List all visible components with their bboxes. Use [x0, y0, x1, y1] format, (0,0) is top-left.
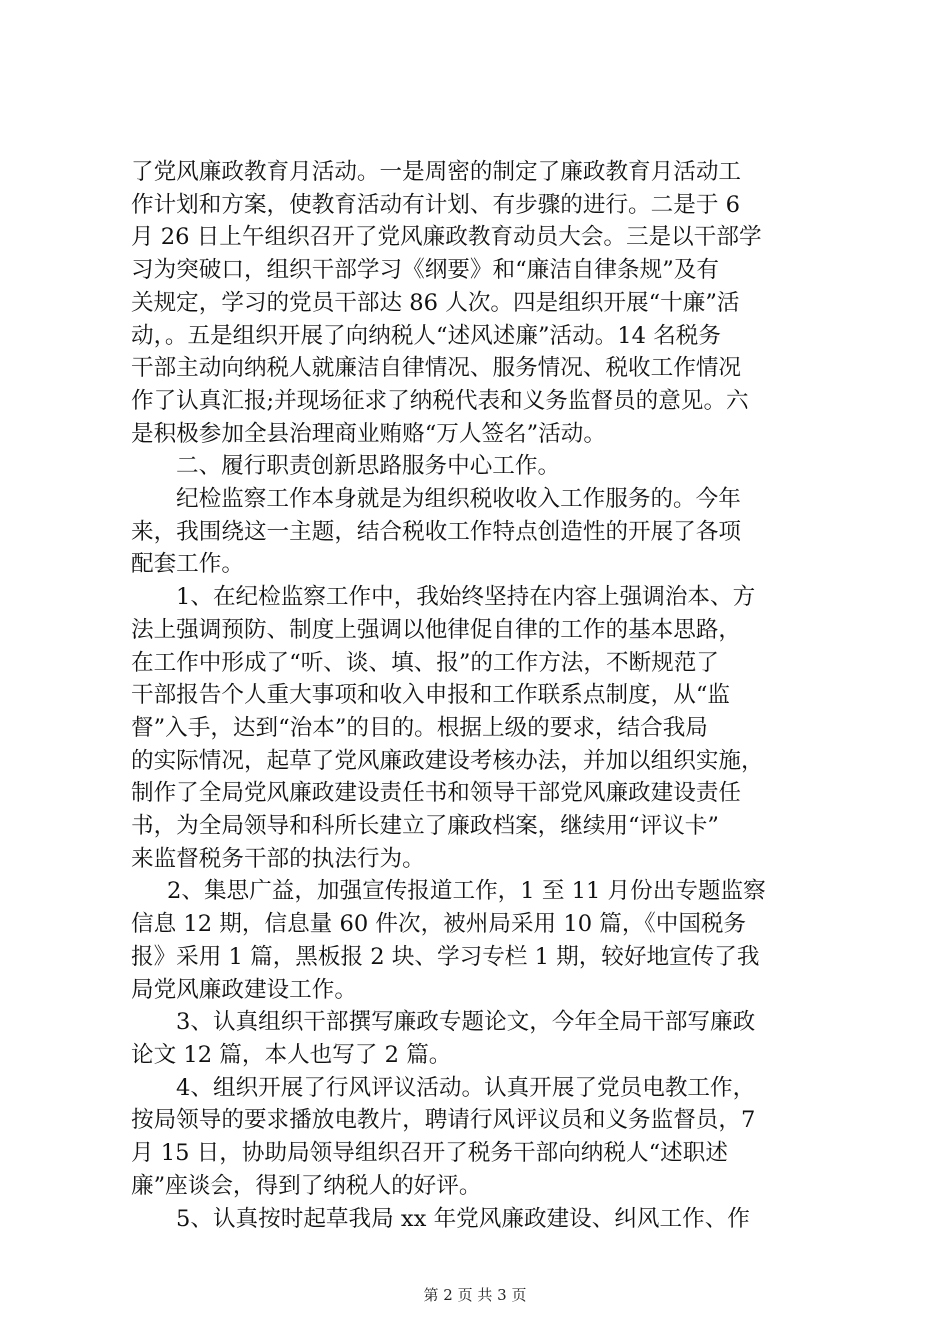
- paragraph-line: 月 15 日，协助局领导组织召开了税务干部向纳税人“述职述: [131, 1140, 728, 1167]
- paragraph-line: 法上强调预防、制度上强调以他律促自律的工作的基本思路，: [131, 616, 742, 643]
- paragraph-line: 4、组织开展了行风评议活动。认真开展了党员电教工作，: [176, 1074, 756, 1101]
- paragraph-line: 局党风廉政建设工作。: [131, 976, 357, 1003]
- paragraph-line: 来，我围绕这一主题，结合税收工作特点创造性的开展了各项: [131, 518, 742, 545]
- paragraph-line: 动，。五是组织开展了向纳税人“述风述廉”活动。14 名税务: [131, 322, 721, 349]
- paragraph-line: 信息 12 期，信息量 60 件次，被州局采用 10 篇，《中国税务: [131, 911, 747, 938]
- paragraph-line: 的实际情况，起草了党风廉政建设考核办法，并加以组织实施，: [131, 747, 764, 774]
- paragraph-line: 在工作中形成了“听、谈、填、报”的工作方法，不断规范了: [131, 649, 719, 676]
- paragraph-line: 论文 12 篇，本人也写了 2 篇。: [131, 1041, 452, 1068]
- paragraph-line: 是积极参加全县治理商业贿赂“万人签名”活动。: [131, 420, 606, 447]
- paragraph-line: 配套工作。: [131, 551, 244, 578]
- paragraph-line: 书，为全局领导和科所长建立了廉政档案，继续用“评议卡”: [131, 813, 719, 840]
- paragraph-line: 督”入手，达到“治本”的目的。根据上级的要求，结合我局: [131, 714, 708, 741]
- paragraph-line: 2、集思广益，加强宣传报道工作，1 至 11 月份出专题监察: [167, 878, 766, 905]
- paragraph-line: 来监督税务干部的执法行为。: [131, 845, 425, 872]
- paragraph-line: 习为突破口，组织干部学习《纲要》和“廉洁自律条规”及有: [131, 257, 719, 284]
- paragraph-line: 干部报告个人重大事项和收入申报和工作联系点制度，从“监: [131, 682, 730, 709]
- paragraph-line: 3、认真组织干部撰写廉政专题论文，今年全局干部写廉政: [176, 1009, 756, 1036]
- paragraph-line: 干部主动向纳税人就廉洁自律情况、服务情况、税收工作情况: [131, 355, 742, 382]
- paragraph-line: 作计划和方案，使教育活动有计划、有步骤的进行。二是于 6: [131, 191, 740, 218]
- paragraph-line: 报》采用 1 篇，黑板报 2 块、学习专栏 1 期，较好地宣传了我: [131, 943, 760, 970]
- paragraph-line: 按局领导的要求播放电教片，聘请行风评议员和义务监督员，7: [131, 1107, 756, 1134]
- paragraph-line: 1、在纪检监察工作中，我始终坚持在内容上强调治本、方: [176, 584, 756, 611]
- paragraph-line: 制作了全局党风廉政建设责任书和领导干部党风廉政建设责任: [131, 780, 742, 807]
- paragraph-line: 作了认真汇报;并现场征求了纳税代表和义务监督员的意见。六: [131, 387, 749, 414]
- paragraph-line: 纪检监察工作本身就是为组织税收收入工作服务的。今年: [176, 486, 741, 513]
- paragraph-line: 廉”座谈会，得到了纳税人的好评。: [131, 1172, 482, 1199]
- page-number-label: 第 2 页 共 3 页: [423, 1286, 527, 1304]
- section-heading: 二、履行职责创新思路服务中心工作。: [176, 453, 561, 480]
- paragraph-line: 月 26 日上午组织召开了党风廉政教育动员大会。三是以干部学: [131, 224, 762, 251]
- paragraph-line: 5、认真按时起草我局 xx 年党风廉政建设、纠风工作、作: [176, 1205, 750, 1232]
- paragraph-line: 关规定，学习的党员干部达 86 人次。四是组织开展“十廉”活: [131, 289, 740, 316]
- paragraph-line: 了党风廉政教育月活动。一是周密的制定了廉政教育月活动工: [131, 159, 742, 185]
- page-footer: [0, 1284, 950, 1305]
- document-body: [131, 156, 831, 1235]
